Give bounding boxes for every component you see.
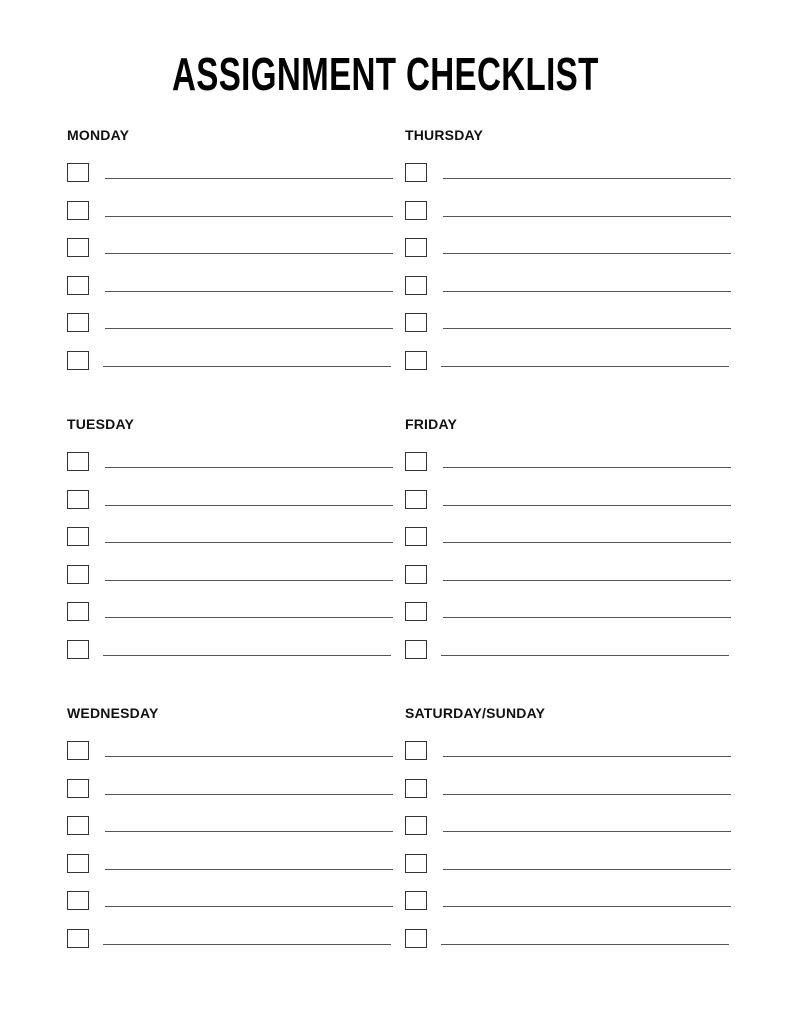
checklist-item bbox=[405, 741, 735, 779]
checklist-item bbox=[67, 854, 397, 892]
checklist-item bbox=[405, 313, 735, 351]
page-title bbox=[0, 46, 794, 102]
write-in-line[interactable] bbox=[105, 467, 393, 468]
checklist-item bbox=[405, 276, 735, 314]
checklist-item bbox=[405, 854, 735, 892]
checklist-item bbox=[405, 929, 735, 967]
checkbox[interactable] bbox=[405, 891, 427, 910]
section-label-tuesday: TUESDAY bbox=[67, 416, 135, 432]
write-in-line[interactable] bbox=[443, 869, 731, 870]
checkbox[interactable] bbox=[67, 741, 89, 760]
write-in-line[interactable] bbox=[105, 542, 393, 543]
checklist-item bbox=[405, 779, 735, 817]
checkbox[interactable] bbox=[67, 527, 89, 546]
write-in-line[interactable] bbox=[105, 756, 393, 757]
write-in-line[interactable] bbox=[443, 216, 731, 217]
checkbox[interactable] bbox=[405, 490, 427, 509]
write-in-line[interactable] bbox=[443, 505, 731, 506]
section-saturday-sunday bbox=[405, 704, 735, 967]
checklist-item bbox=[67, 527, 397, 565]
checkbox[interactable] bbox=[67, 238, 89, 257]
checklist-item bbox=[67, 163, 397, 201]
checkbox[interactable] bbox=[405, 163, 427, 182]
checklist-item bbox=[405, 163, 735, 201]
checkbox[interactable] bbox=[67, 816, 89, 835]
checklist-rows bbox=[67, 452, 397, 678]
write-in-line[interactable] bbox=[443, 617, 731, 618]
checkbox[interactable] bbox=[405, 276, 427, 295]
checkbox[interactable] bbox=[405, 565, 427, 584]
section-wednesday bbox=[67, 704, 397, 967]
checkbox[interactable] bbox=[67, 854, 89, 873]
checkbox[interactable] bbox=[405, 816, 427, 835]
checklist-item bbox=[67, 929, 397, 967]
section-label-wednesday: WEDNESDAY bbox=[67, 705, 159, 721]
checklist-item bbox=[67, 891, 397, 929]
checkbox[interactable] bbox=[405, 527, 427, 546]
checkbox[interactable] bbox=[67, 640, 89, 659]
checkbox[interactable] bbox=[405, 929, 427, 948]
checklist-item bbox=[67, 452, 397, 490]
checkbox[interactable] bbox=[67, 163, 89, 182]
write-in-line[interactable] bbox=[105, 831, 393, 832]
checklist-item bbox=[67, 565, 397, 603]
write-in-line[interactable] bbox=[441, 366, 729, 367]
checkbox[interactable] bbox=[67, 452, 89, 471]
write-in-line[interactable] bbox=[105, 216, 393, 217]
checkbox[interactable] bbox=[67, 891, 89, 910]
write-in-line[interactable] bbox=[105, 617, 393, 618]
write-in-line[interactable] bbox=[443, 906, 731, 907]
checklist-item bbox=[405, 816, 735, 854]
checklist-item bbox=[405, 490, 735, 528]
checkbox[interactable] bbox=[67, 201, 89, 220]
checklist-rows bbox=[405, 452, 735, 678]
checklist-rows bbox=[67, 741, 397, 967]
checklist-item bbox=[405, 452, 735, 490]
write-in-line[interactable] bbox=[441, 944, 729, 945]
checkbox[interactable] bbox=[405, 351, 427, 370]
checklist-item bbox=[67, 276, 397, 314]
checklist-item bbox=[405, 527, 735, 565]
write-in-line[interactable] bbox=[105, 580, 393, 581]
section-label-friday: FRIDAY bbox=[405, 416, 458, 432]
section-label-thursday: THURSDAY bbox=[405, 127, 484, 143]
checkbox[interactable] bbox=[405, 640, 427, 659]
write-in-line[interactable] bbox=[441, 655, 729, 656]
checklist-item bbox=[405, 891, 735, 929]
checkbox[interactable] bbox=[405, 238, 427, 257]
checklist-rows bbox=[405, 741, 735, 967]
write-in-line[interactable] bbox=[443, 328, 731, 329]
checkbox[interactable] bbox=[67, 565, 89, 584]
write-in-line[interactable] bbox=[103, 944, 391, 945]
checkbox[interactable] bbox=[67, 351, 89, 370]
write-in-line[interactable] bbox=[443, 794, 731, 795]
checklist-item bbox=[405, 351, 735, 389]
section-monday bbox=[67, 126, 397, 389]
page-title-text: ASSIGNMENT CHECKLIST bbox=[171, 48, 599, 100]
checkbox[interactable] bbox=[67, 602, 89, 621]
section-thursday bbox=[405, 126, 735, 389]
checklist-rows bbox=[67, 163, 397, 389]
checklist-item bbox=[405, 565, 735, 603]
checklist-item bbox=[67, 816, 397, 854]
checklist-item bbox=[67, 201, 397, 239]
section-label-saturday-sunday: SATURDAY/SUNDAY bbox=[405, 705, 546, 721]
checkbox[interactable] bbox=[405, 854, 427, 873]
write-in-line[interactable] bbox=[105, 794, 393, 795]
checklist-item bbox=[67, 490, 397, 528]
write-in-line[interactable] bbox=[105, 178, 393, 179]
write-in-line[interactable] bbox=[443, 580, 731, 581]
section-friday bbox=[405, 415, 735, 678]
section-tuesday bbox=[67, 415, 397, 678]
write-in-line[interactable] bbox=[443, 831, 731, 832]
checkbox[interactable] bbox=[405, 741, 427, 760]
write-in-line[interactable] bbox=[105, 505, 393, 506]
checklist-item bbox=[67, 238, 397, 276]
checklist-item bbox=[67, 351, 397, 389]
checklist-item bbox=[67, 313, 397, 351]
checkbox[interactable] bbox=[67, 929, 89, 948]
checklist-item bbox=[405, 602, 735, 640]
checklist-item bbox=[405, 640, 735, 678]
section-label-monday: MONDAY bbox=[67, 127, 130, 143]
checklist-rows bbox=[405, 163, 735, 389]
checkbox[interactable] bbox=[67, 490, 89, 509]
write-in-line[interactable] bbox=[443, 542, 731, 543]
write-in-line[interactable] bbox=[105, 291, 393, 292]
checklist-item bbox=[405, 201, 735, 239]
checklist-item bbox=[67, 779, 397, 817]
checkbox[interactable] bbox=[405, 452, 427, 471]
write-in-line[interactable] bbox=[443, 291, 731, 292]
checklist-item bbox=[67, 741, 397, 779]
checkbox[interactable] bbox=[405, 201, 427, 220]
write-in-line[interactable] bbox=[443, 178, 731, 179]
checklist-item bbox=[405, 238, 735, 276]
write-in-line[interactable] bbox=[103, 655, 391, 656]
write-in-line[interactable] bbox=[105, 906, 393, 907]
checklist-item bbox=[67, 602, 397, 640]
checkbox[interactable] bbox=[67, 779, 89, 798]
write-in-line[interactable] bbox=[105, 253, 393, 254]
write-in-line[interactable] bbox=[443, 253, 731, 254]
checkbox[interactable] bbox=[67, 276, 89, 295]
checkbox[interactable] bbox=[405, 313, 427, 332]
checklist-item bbox=[67, 640, 397, 678]
write-in-line[interactable] bbox=[443, 467, 731, 468]
checkbox[interactable] bbox=[405, 602, 427, 621]
checkbox[interactable] bbox=[405, 779, 427, 798]
write-in-line[interactable] bbox=[105, 869, 393, 870]
write-in-line[interactable] bbox=[103, 366, 391, 367]
checkbox[interactable] bbox=[67, 313, 89, 332]
write-in-line[interactable] bbox=[443, 756, 731, 757]
write-in-line[interactable] bbox=[105, 328, 393, 329]
